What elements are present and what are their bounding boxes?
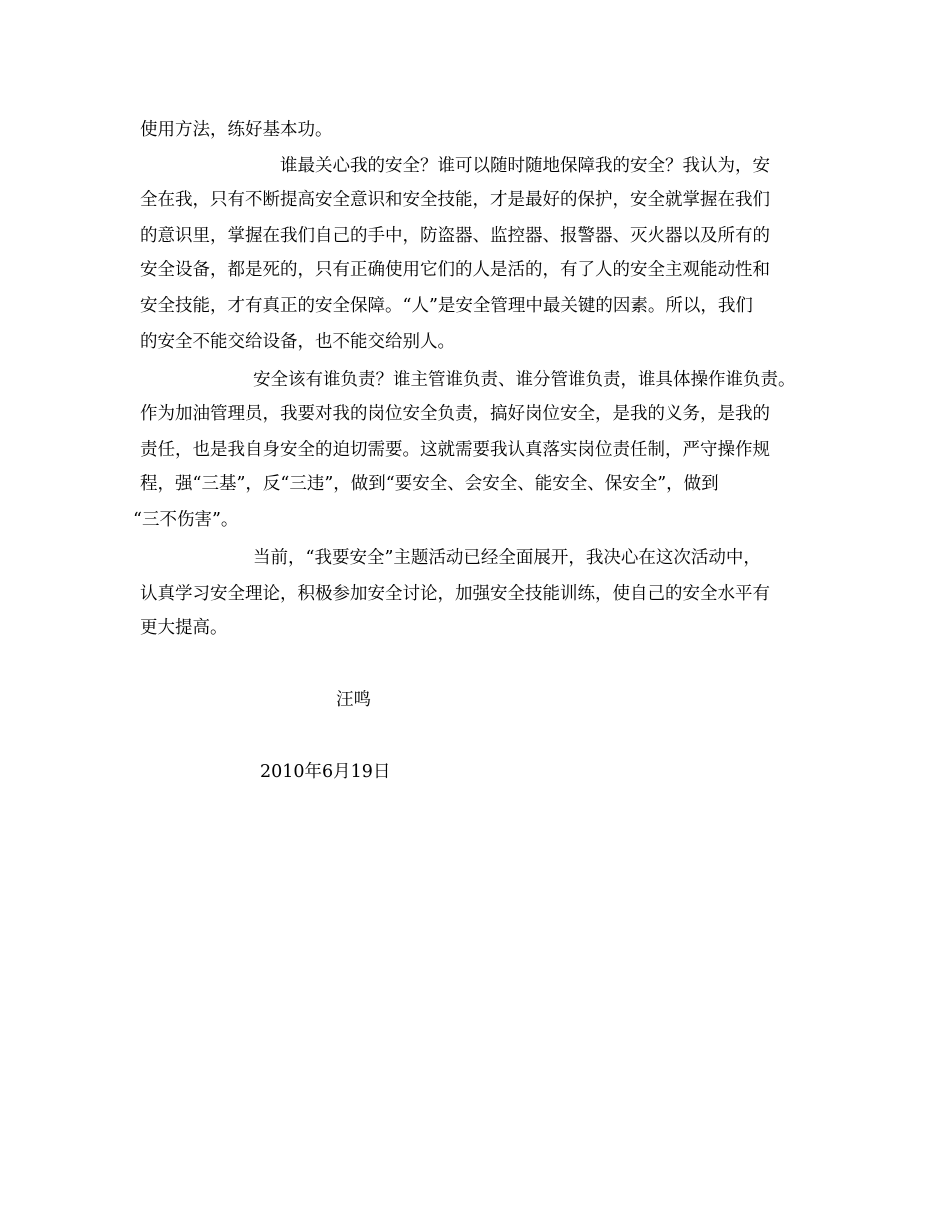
text-line: 更大提高。 bbox=[140, 618, 228, 638]
text-line: “三不伤害”。 bbox=[133, 510, 239, 530]
text-line: 安全设备，都是死的，只有正确使用它们的人是活的，有了人的安全主观能动性和 bbox=[140, 260, 770, 280]
date-line: 2010年6月19日 bbox=[260, 762, 391, 782]
text-line: 的意识里，掌握在我们自己的手中，防盗器、监控器、报警器、灭火器以及所有的 bbox=[140, 226, 770, 246]
text-line: 程，强“三基”，反“三违”，做到“要安全、会安全、能安全、保安全”，做到 bbox=[140, 474, 719, 494]
text-line: 谁最关心我的安全？谁可以随时随地保障我的安全？我认为，安 bbox=[280, 156, 770, 176]
text-line: 的安全不能交给设备，也不能交给别人。 bbox=[140, 332, 455, 352]
text-line: 使用方法，练好基本功。 bbox=[140, 120, 333, 140]
text-line: 全在我，只有不断提高安全意识和安全技能，才是最好的保护，安全就掌握在我们 bbox=[140, 190, 770, 210]
text-line: 责任，也是我自身安全的迫切需要。这就需要我认真落实岗位责任制，严守操作规 bbox=[140, 440, 770, 460]
text-line: 安全该有谁负责？谁主管谁负责、谁分管谁负责，谁具体操作谁负责。 bbox=[253, 370, 796, 390]
text-line: 当前，“我要安全”主题活动已经全面展开，我决心在这次活动中， bbox=[253, 548, 761, 568]
text-line: 安全技能，才有真正的安全保障。“人”是安全管理中最关键的因素。所以，我们 bbox=[140, 296, 753, 316]
signature: 汪鸣 bbox=[336, 690, 371, 710]
text-line: 作为加油管理员，我要对我的岗位安全负责，搞好岗位安全，是我的义务，是我的 bbox=[140, 404, 770, 424]
text-line: 认真学习安全理论，积极参加安全讨论，加强安全技能训练，使自己的安全水平有 bbox=[140, 584, 770, 604]
